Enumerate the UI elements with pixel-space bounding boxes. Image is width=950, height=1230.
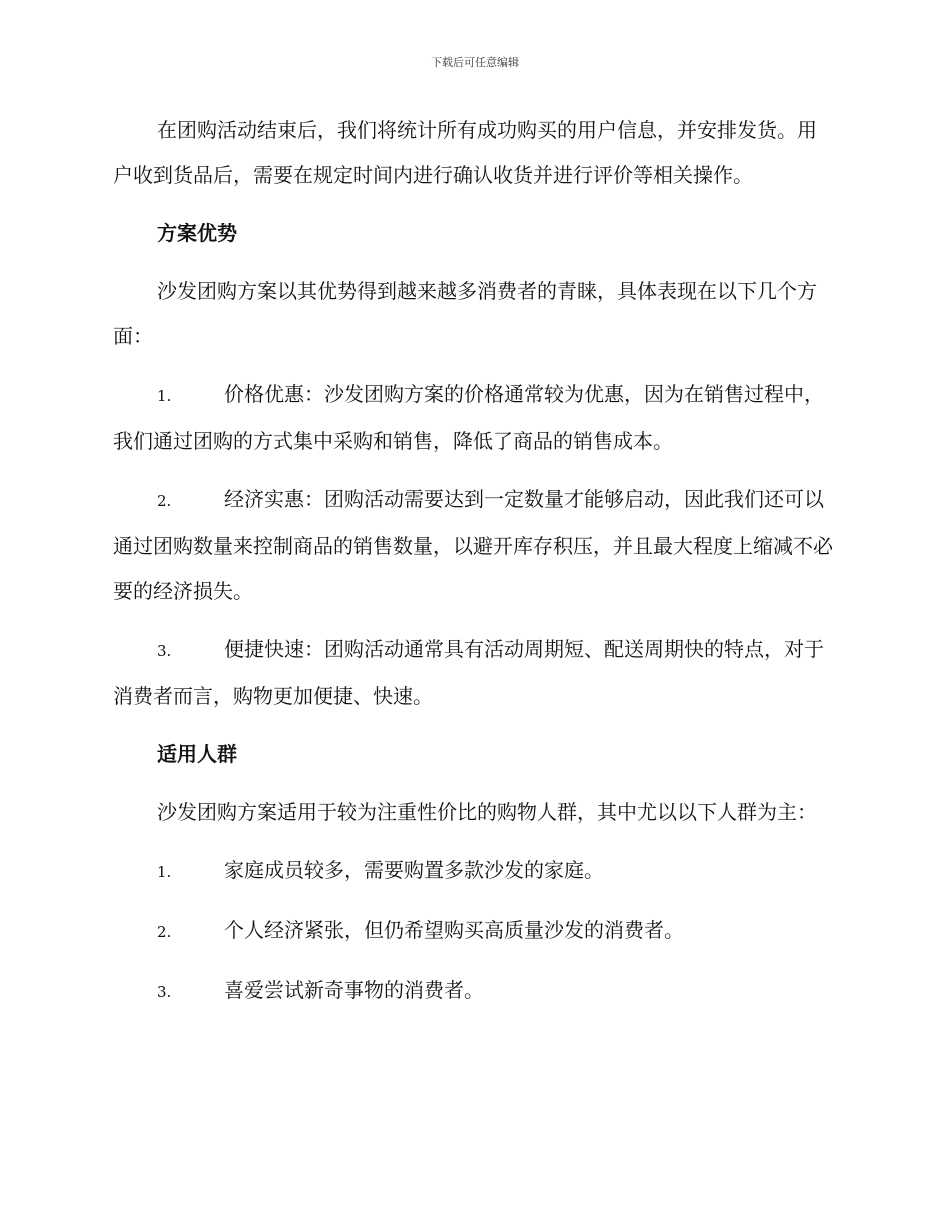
audience-intro: 沙发团购方案适用于较为注重性价比的购物人群，其中尤以以下人群为主： [157,800,817,824]
list-item-number: 1. [157,863,172,881]
section-heading-audience: 适用人群 [157,742,237,766]
list-item-number: 2. [157,923,172,941]
list-item-number: 2. [157,492,172,510]
section-heading-advantages: 方案优势 [157,221,237,245]
list-item-text: 喜爱尝试新奇事物的消费者。 [224,978,484,1002]
list-item-text: 经济实惠：团购活动需要达到一定数量才能够启动，因此我们还可以通过团购数量来控制商品的销售数量，以避开库存积压，并且最大程度上缩减不必要的经济损失。 [113,487,833,603]
list-item-number: 3. [157,983,172,1001]
list-item-number: 1. [157,387,172,405]
list-item-number: 3. [157,642,172,660]
list-item [113,477,835,614]
document-body [113,108,835,1028]
list-item [113,627,835,719]
intro-paragraph: 在团购活动结束后，我们将统计所有成功购买的用户信息，并安排发货。用户收到货品后，需要在规定时间内进行确认收货并进行评价等相关操作。 [113,118,817,187]
list-item [113,848,835,895]
page-header: 下载后可任意编辑 [431,56,519,69]
list-item [113,968,835,1015]
list-item [113,372,835,464]
list-item-text: 便捷快速：团购活动通常具有活动周期短、配送周期快的特点，对于消费者而言，购物更加便捷、快速。 [113,637,824,708]
list-item [113,908,835,955]
list-item-text: 个人经济紧张，但仍希望购买高质量沙发的消费者。 [224,918,684,942]
list-item-text: 家庭成员较多，需要购置多款沙发的家庭。 [224,858,604,882]
advantages-intro: 沙发团购方案以其优势得到越来越多消费者的青睐，具体表现在以下几个方面： [113,279,817,348]
list-item-text: 价格优惠：沙发团购方案的价格通常较为优惠，因为在销售过程中，我们通过团购的方式集中采购和销售，降低了商品的销售成本。 [113,382,824,453]
